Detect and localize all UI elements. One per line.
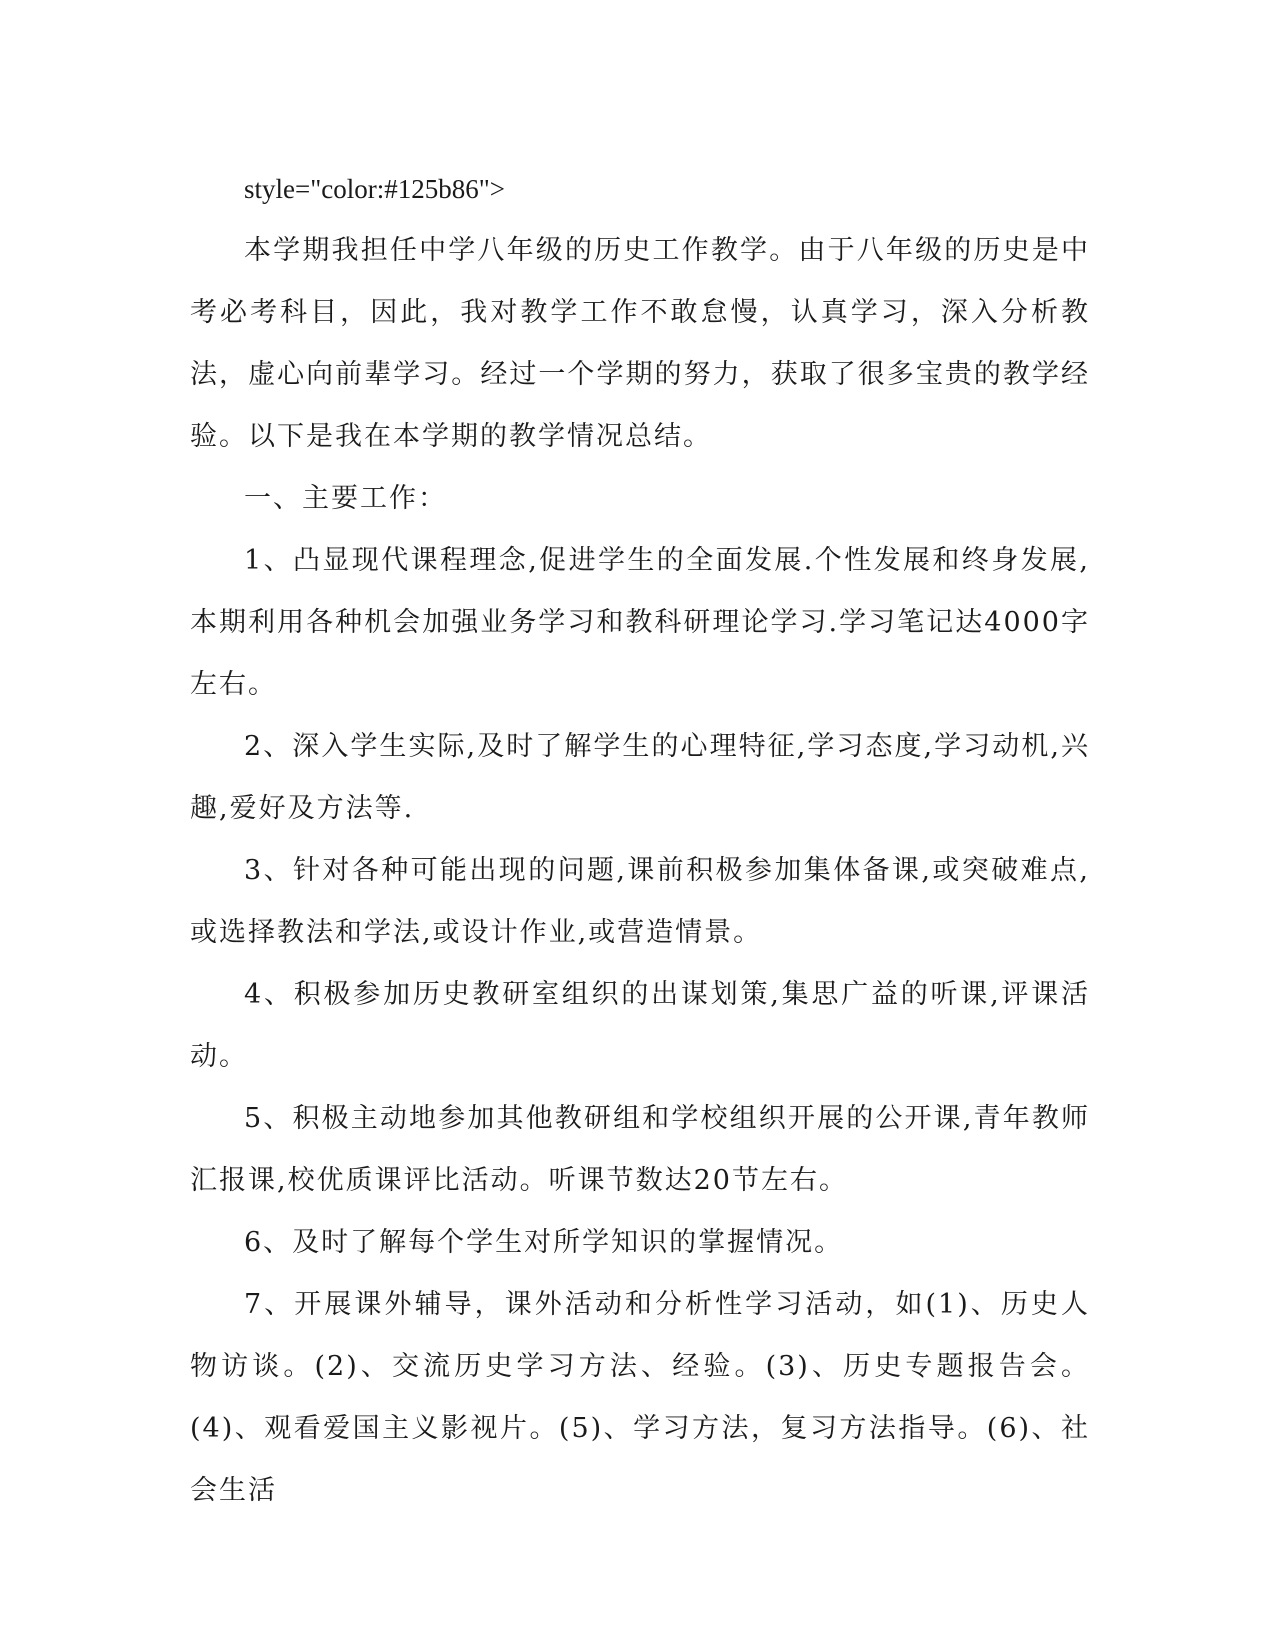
paragraph-style-fragment: style="color:#125b86"> [244,174,505,204]
list-item-3: 3、针对各种可能出现的问题,课前积极参加集体备课,或突破难点,或选择教法和学法,或设计作业,或营造情景。 [190,855,1090,948]
paragraph-intro: 本学期我担任中学八年级的历史工作教学。由于八年级的历史是中考必考科目，因此，我对教学工作不敢怠慢，认真学习，深入分析教法，虚心向前辈学习。经过一个学期的努力，获取了很多宝贵的教学经验。以下是我在本学期的教学情况总结。 [190,235,1090,452]
list-item-7: 7、开展课外辅导，课外活动和分析性学习活动，如(1)、历史人物访谈。(2)、交流历史学习方法、经验。(3)、历史专题报告会。(4)、观看爱国主义影视片。(5)、学习方法，复习方法指导。(6)、社会生活 [190,1289,1090,1506]
list-item-4: 4、积极参加历史教研室组织的出谋划策,集思广益的听课,评课活动。 [190,979,1090,1072]
list-item-6: 6、及时了解每个学生对所学知识的掌握情况。 [244,1227,844,1258]
document-body [190,158,1090,1522]
list-item-2: 2、深入学生实际,及时了解学生的心理特征,学习态度,学习动机,兴趣,爱好及方法等. [190,731,1090,824]
list-item-5: 5、积极主动地参加其他教研组和学校组织开展的公开课,青年教师汇报课,校优质课评比活动。听课节数达20节左右。 [190,1103,1090,1196]
section-heading-main-work: 一、主要工作： [244,483,447,514]
list-item-1: 1、凸显现代课程理念,促进学生的全面发展.个性发展和终身发展,本期利用各种机会加强业务学习和教科研理论学习.学习笔记达4000字左右。 [190,545,1090,700]
